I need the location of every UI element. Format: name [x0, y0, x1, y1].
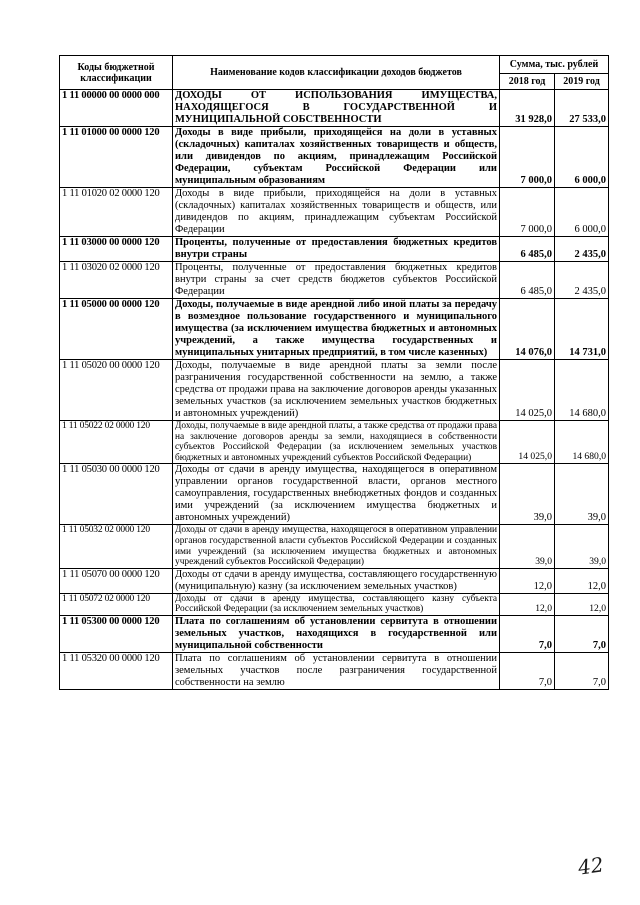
- row-code: 1 11 01000 00 0000 120: [60, 127, 173, 188]
- row-2019-value: 39,0: [555, 464, 609, 525]
- table-row: [60, 525, 609, 568]
- row-name: Доходы в виде прибыли, приходящейся на доли в уставных (складочных) капиталах хозяйственных товариществ и обществ, или дивидендов по акциям, принадлежащим Российской Федерации, субъектам Российской Федерации или муниципальным образованиям: [173, 127, 500, 188]
- row-2019-value: 2 435,0: [555, 262, 609, 299]
- row-name: Плата по соглашениям об установлении сервитута в отношении земельных участков, находящихся в государственной или муниципальной собственности: [173, 615, 500, 652]
- table-row: [60, 188, 609, 237]
- table-row: [60, 652, 609, 689]
- table-row: [60, 615, 609, 652]
- row-2018-value: 12,0: [500, 593, 555, 615]
- row-name: Доходы от сдачи в аренду имущества, находящегося в оперативном управлении органов государственной власти, органов местного самоуправления, государственных внебюджетных фондов и созданных ими учреждений (за исключением имущества бюджетных и автономных учреждений): [173, 464, 500, 525]
- table-row: [60, 127, 609, 188]
- row-2019-value: 39,0: [555, 525, 609, 568]
- table-row: [60, 464, 609, 525]
- row-2018-value: 31 928,0: [500, 90, 555, 127]
- table-row: [60, 237, 609, 262]
- table-row: [60, 593, 609, 615]
- row-2019-value: 6 000,0: [555, 188, 609, 237]
- row-code: 1 11 05072 02 0000 120: [60, 593, 173, 615]
- row-2019-value: 12,0: [555, 593, 609, 615]
- row-code: 1 11 05020 00 0000 120: [60, 360, 173, 421]
- row-2019-value: 7,0: [555, 615, 609, 652]
- row-2018-value: 7 000,0: [500, 127, 555, 188]
- row-2019-value: 7,0: [555, 652, 609, 689]
- row-2018-value: 7,0: [500, 652, 555, 689]
- page-number: 42: [576, 852, 605, 880]
- row-name: Доходы, получаемые в виде арендной платы, а также средства от продажи права на заключение договоров аренды за земли, находящиеся в собственности субъектов Российской Федерации (за исключением земельных участков бюджетных и автономных учреждений субъектов Российской Федерации): [173, 421, 500, 464]
- row-2019-value: 12,0: [555, 568, 609, 593]
- table-row: [60, 262, 609, 299]
- header-sum-column: Сумма, тыс. рублей: [500, 56, 609, 74]
- row-2019-value: 14 680,0: [555, 421, 609, 464]
- row-2018-value: 6 485,0: [500, 237, 555, 262]
- header-code-column: Коды бюджетной классификации: [60, 56, 173, 90]
- table-row: [60, 421, 609, 464]
- row-2018-value: 14 076,0: [500, 299, 555, 360]
- row-2018-value: 14 025,0: [500, 421, 555, 464]
- row-2018-value: 39,0: [500, 525, 555, 568]
- header-year-2019: 2019 год: [555, 74, 609, 90]
- table-row: [60, 299, 609, 360]
- row-2019-value: 14 680,0: [555, 360, 609, 421]
- row-name: Доходы, получаемые в виде арендной платы за земли после разграничения государственной собственности на землю, а также средства от продажи права на заключение договоров аренды указанных земельных участков (за исключением земельных участков бюджетных и автономных учреждений): [173, 360, 500, 421]
- row-name: Проценты, полученные от предоставления бюджетных кредитов внутри страны: [173, 237, 500, 262]
- row-code: 1 11 05000 00 0000 120: [60, 299, 173, 360]
- row-code: 1 11 05300 00 0000 120: [60, 615, 173, 652]
- row-2019-value: 2 435,0: [555, 237, 609, 262]
- row-code: 1 11 05320 00 0000 120: [60, 652, 173, 689]
- row-2019-value: 14 731,0: [555, 299, 609, 360]
- row-name: Доходы от сдачи в аренду имущества, составляющего казну субъекта Российской Федерации (за исключением земельных участков): [173, 593, 500, 615]
- revenue-table: [59, 55, 609, 690]
- row-name: Доходы от сдачи в аренду имущества, составляющего государственную (муниципальную) казну (за исключением земельных участков): [173, 568, 500, 593]
- row-code: 1 11 05070 00 0000 120: [60, 568, 173, 593]
- table-row: [60, 568, 609, 593]
- header-year-2018: 2018 год: [500, 74, 555, 90]
- table-row: [60, 360, 609, 421]
- row-2018-value: 39,0: [500, 464, 555, 525]
- row-code: 1 11 03020 02 0000 120: [60, 262, 173, 299]
- table-row: [60, 90, 609, 127]
- row-name: Доходы, получаемые в виде арендной либо иной платы за передачу в возмездное пользование государственного и муниципального имущества (за исключением имущества бюджетных и автономных учреждений, а также имущества государственных и муниципальных унитарных предприятий, в том числе казенных): [173, 299, 500, 360]
- row-code: 1 11 05032 02 0000 120: [60, 525, 173, 568]
- row-2019-value: 6 000,0: [555, 127, 609, 188]
- budget-table-sheet: [59, 55, 608, 690]
- row-code: 1 11 01020 02 0000 120: [60, 188, 173, 237]
- row-name: ДОХОДЫ ОТ ИСПОЛЬЗОВАНИЯ ИМУЩЕСТВА, НАХОДЯЩЕГОСЯ В ГОСУДАРСТВЕННОЙ И МУНИЦИПАЛЬНОЙ СОБСТВЕННОСТИ: [173, 90, 500, 127]
- row-2018-value: 7,0: [500, 615, 555, 652]
- row-2018-value: 7 000,0: [500, 188, 555, 237]
- row-2018-value: 6 485,0: [500, 262, 555, 299]
- row-name: Плата по соглашениям об установлении сервитута в отношении земельных участков после разграничения государственной собственности на землю: [173, 652, 500, 689]
- row-code: 1 11 05030 00 0000 120: [60, 464, 173, 525]
- row-name: Доходы от сдачи в аренду имущества, находящегося в оперативном управлении органов государственной власти субъектов Российской Федерации и созданных ими учреждений (за исключением имущества бюджетных и автономных учреждений субъектов Российской Федерации): [173, 525, 500, 568]
- row-2018-value: 12,0: [500, 568, 555, 593]
- row-code: 1 11 00000 00 0000 000: [60, 90, 173, 127]
- header-name-column: Наименование кодов классификации доходов бюджетов: [173, 56, 500, 90]
- row-2018-value: 14 025,0: [500, 360, 555, 421]
- row-name: Доходы в виде прибыли, приходящейся на доли в уставных (складочных) капиталах хозяйственных товариществ и обществ, или дивидендов по акциям, принадлежащим субъектам Российской Федерации: [173, 188, 500, 237]
- row-name: Проценты, полученные от предоставления бюджетных кредитов внутри страны за счет средств бюджетов субъектов Российской Федерации: [173, 262, 500, 299]
- row-code: 1 11 03000 00 0000 120: [60, 237, 173, 262]
- row-code: 1 11 05022 02 0000 120: [60, 421, 173, 464]
- row-2019-value: 27 533,0: [555, 90, 609, 127]
